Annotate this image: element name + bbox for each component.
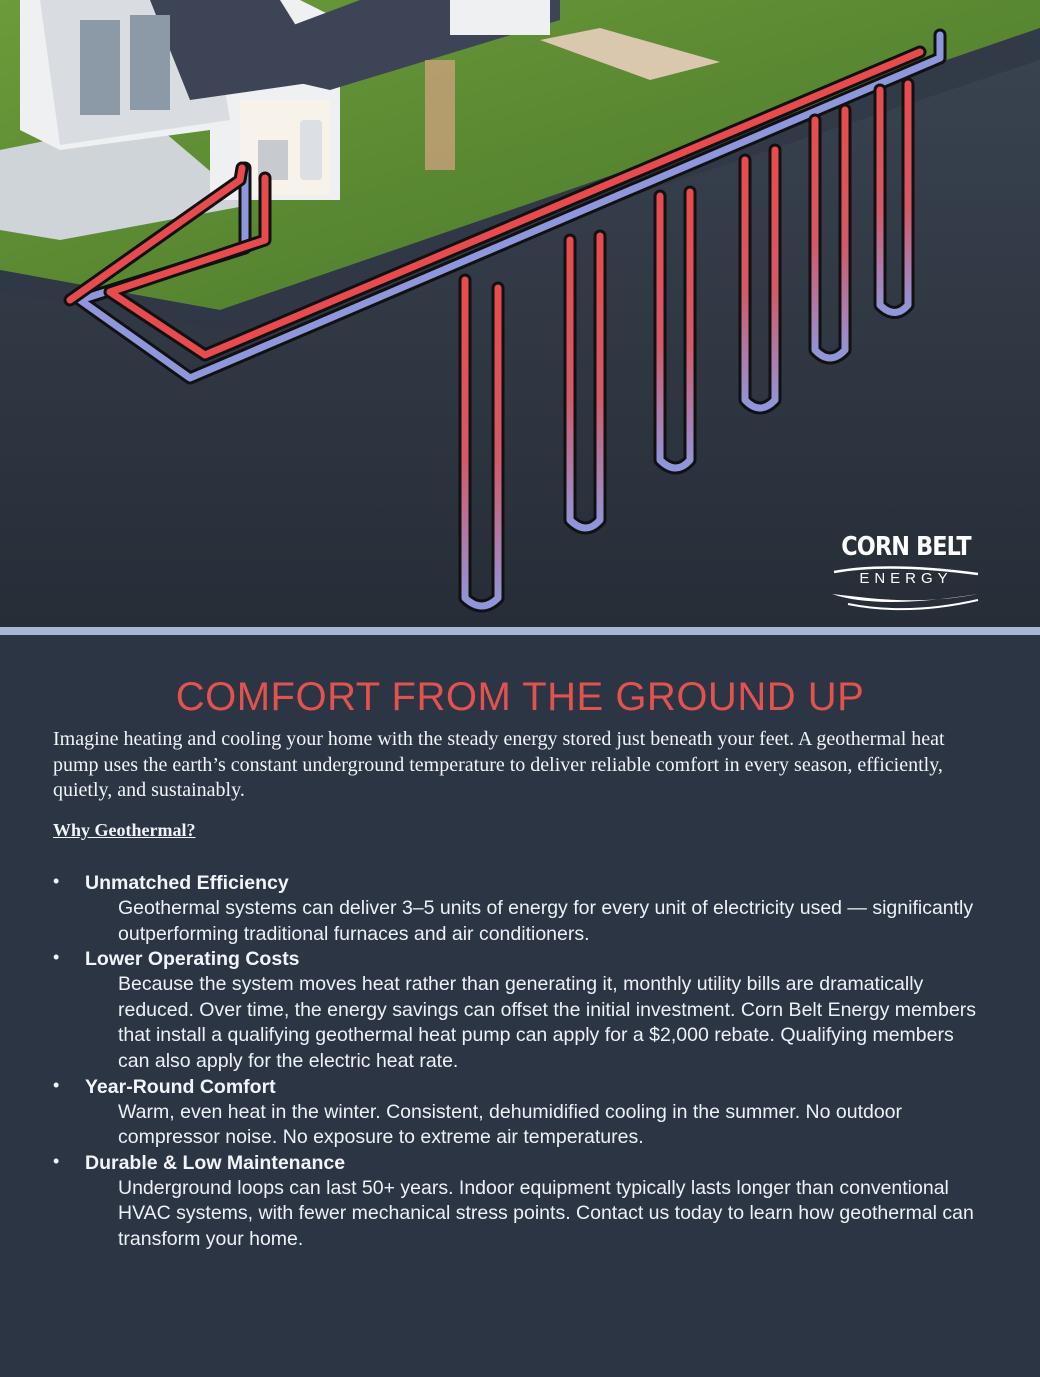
- benefit-item-efficiency: [53, 871, 983, 947]
- benefit-description: Underground loops can last 50+ years. Indoor equipment typically lasts longer than conventional HVAC systems, with fewer mechanical stress points. Contact us today to learn how geothermal can transform your home.: [118, 1176, 974, 1250]
- page-headline: COMFORT FROM THE GROUND UP: [175, 675, 865, 719]
- benefit-item-comfort: [53, 1075, 983, 1151]
- benefit-description: Warm, even heat in the winter. Consistent, dehumidified cooling in the summer. No outdoor compressor noise. No exposure to extreme air temperatures.: [118, 1100, 903, 1149]
- benefit-item-maintenance: [53, 1151, 983, 1253]
- section-heading: Why Geothermal?: [53, 820, 196, 840]
- accent-divider: [0, 627, 1040, 635]
- corn-belt-energy-logo: [828, 530, 984, 614]
- bullet-icon: •: [53, 1150, 60, 1171]
- benefits-list: [53, 871, 983, 1253]
- intro-paragraph: Imagine heating and cooling your home with the steady energy stored just beneath your feet. A geothermal heat pump uses the earth’s constant underground temperature to deliver reliable comfort in every season, efficiently, quietly, and sustainably.: [53, 728, 945, 801]
- logo-subtitle: ENERGY: [859, 570, 953, 587]
- hero-illustration: [0, 0, 1040, 627]
- benefit-title: Lower Operating Costs: [85, 948, 300, 971]
- content-panel: [0, 635, 1040, 1377]
- benefit-item-operating-costs: [53, 947, 983, 1074]
- benefit-description: Geothermal systems can deliver 3–5 units of energy for every unit of electricity used — significantly outperforming traditional furnaces and air conditioners.: [118, 897, 974, 945]
- benefit-title: Year-Round Comfort: [85, 1075, 276, 1098]
- benefit-title: Durable & Low Maintenance: [85, 1151, 346, 1174]
- benefit-description: Because the system moves heat rather than generating it, monthly utility bills are dramatically reduced. Over time, the energy savings can offset the initial investment. Corn Belt Energy members that install a qualifying geothermal heat pump can apply for a $2,000 rebate. Qualifying members can also apply for the electric heat rate.: [118, 973, 977, 1072]
- bullet-icon: •: [53, 871, 60, 891]
- bullet-icon: •: [53, 947, 60, 968]
- bullet-icon: •: [53, 1074, 60, 1095]
- benefit-title: Unmatched Efficiency: [85, 872, 289, 894]
- logo-title: CORN BELT: [841, 532, 971, 562]
